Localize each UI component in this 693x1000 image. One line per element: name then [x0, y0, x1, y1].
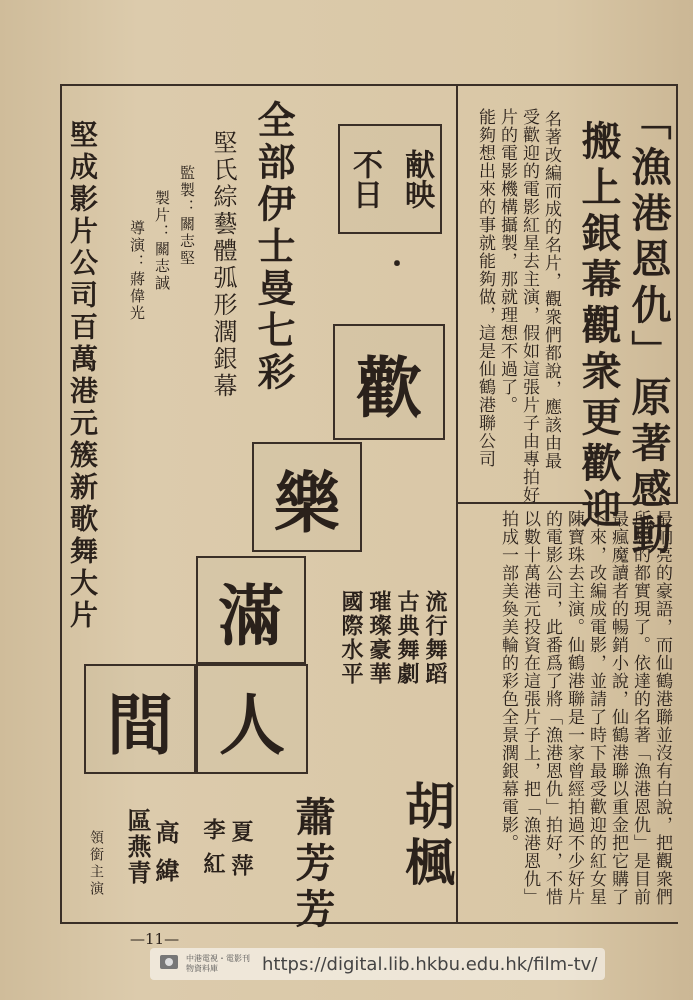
archive-logo-icon: [158, 951, 180, 977]
article-bottom-line-8: 拍成一部美奐美輪的彩色全景濶銀幕電影。: [498, 510, 518, 852]
premiere-box: [338, 124, 442, 234]
title-char-box-4: [196, 664, 308, 774]
title-char-4: 人: [219, 685, 285, 764]
title-char-box-1: [333, 324, 445, 440]
title-char-box-3: [196, 556, 306, 664]
dance-tag-3: 璀璨豪華: [366, 590, 392, 686]
article-headline-2: 搬上銀幕觀衆更歡迎: [575, 120, 622, 534]
article-headline-1: 「漁港恩仇」原著感動: [625, 100, 672, 560]
cast-ha-ping: 夏萍: [228, 820, 254, 888]
cast-siu-fong-fong: 蕭芳芳: [289, 796, 336, 934]
title-char-box-2: [252, 442, 362, 552]
cast-hu-feng: 胡楓: [397, 780, 456, 892]
article-bottom-line-6: 的電影公司，此番爲了將「漁港恩仇」拍好，不惜: [542, 510, 562, 906]
screen-format: 堅氏綜藝體弧形濶銀幕: [209, 130, 237, 400]
credit-production: 製片：關志誠: [153, 190, 171, 292]
article-bottom-line-5: 陳寶珠去主演。仙鶴港聯是一家曾經拍過不少好片: [564, 510, 584, 906]
title-char-1: 歡: [356, 348, 422, 427]
article-bottom-line-2: 所想的都實現了。依達的名著「漁港恩仇」是目前: [630, 510, 650, 906]
article-top-line-2: 受歡迎的電影紅星去主演，假如這張片子由專拍好: [519, 108, 539, 504]
dance-tag-2: 古典舞劇: [394, 590, 420, 686]
article-bottom-line-3: 最瘋魔讀者的暢銷小說，仙鶴港聯以重金把它購了: [608, 510, 628, 906]
title-dot: ・: [384, 250, 411, 280]
credit-producer: 監製：關志堅: [178, 165, 196, 267]
dance-tag-1: 流行舞蹈: [422, 590, 448, 686]
premiere-line-1: 不日: [347, 149, 382, 209]
article-bottom-line-4: 下來，改編成電影，並請了時下最受歡迎的紅女星: [586, 510, 606, 906]
title-char-3: 滿: [218, 576, 284, 655]
article-top-line-4: 能夠想出來的事就能夠做，這是仙鶴港聯公司: [475, 108, 495, 468]
credit-director: 導演：蔣偉光: [128, 220, 146, 322]
archive-url-link[interactable]: https://digital.lib.hkbu.edu.hk/film-tv/: [262, 953, 598, 975]
article-bottom-line-1: 最响亮的豪語，而仙鶴港聯並沒有白說，把觀衆們: [652, 510, 672, 906]
title-char-box-5: [84, 664, 196, 774]
article-top-line-3: 片的電影機構攝製，那就理想不過了。: [497, 108, 517, 414]
cast-ko-wai: 高緯: [151, 820, 180, 896]
article-bottom-line-7: 以數十萬港元投資在這張片子上，把「漁港恩仇」: [520, 510, 540, 906]
dance-tag-4: 國際水平: [338, 590, 364, 686]
title-char-2: 樂: [274, 463, 340, 542]
cast-au-yin-ching: 區燕青: [123, 808, 152, 886]
archive-logo-text: 中港電視・電影刊物資料庫: [186, 954, 250, 973]
cast-lee-hung: 李紅: [200, 818, 226, 886]
title-char-5: 間: [107, 685, 173, 764]
page-number: —11—: [130, 930, 180, 948]
company-line: 堅成影片公司百萬港元簇新歌舞大片: [66, 120, 99, 632]
color-title: 全部伊士曼七彩: [251, 100, 296, 394]
cast-role-label: 領銜主演: [88, 830, 104, 898]
archive-watermark[interactable]: [150, 948, 605, 980]
premiere-line-2: 献映: [399, 149, 434, 209]
article-top-line-1: 名著改編而成的名片，觀衆們都說，應該由最: [541, 110, 561, 470]
